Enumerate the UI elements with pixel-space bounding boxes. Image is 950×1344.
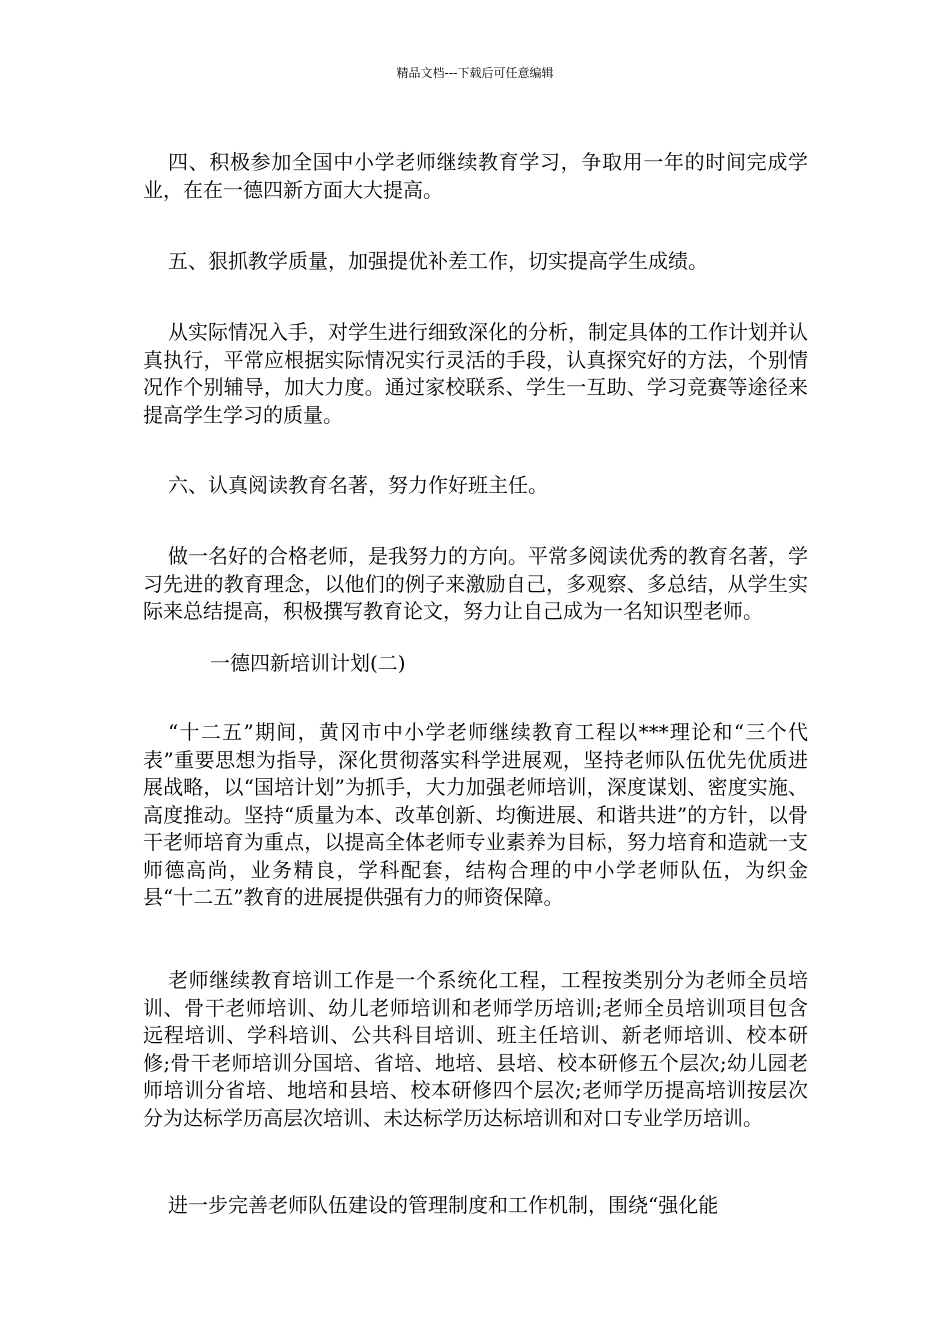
paragraph-item-five: 五、狠抓教学质量，加强提优补差工作，切实提高学生成绩。 [168,249,708,273]
paragraph-item-four: 四、积极参加全国中小学老师继续教育学习，争取用一年的时间完成学业，在在一德四新方面大大提高。 [143,150,808,202]
paragraph-method: 从实际情况入手，对学生进行细致深化的分析，制定具体的工作计划并认真执行，平常应根据实际情况实行灵活的手段，认真探究好的方法，个别情况作个别辅导，加大力度。通过家校联系、学生一互助、学习竞赛等途径来提高学生学习的质量。 [143,320,808,427]
paragraph-item-six: 六、认真阅读教育名著，努力作好班主任。 [168,473,548,497]
section-subtitle: 一德四新培训计划(二) [210,651,406,675]
paragraph-good-teacher: 做一名好的合格老师，是我努力的方向。平常多阅读优秀的教育名著，学习先进的教育理念，以他们的例子来激励自己，多观察、多总结，从学生实际来总结提高，积极撰写教育论文，努力让自己成为一名知识型老师。 [143,544,808,623]
paragraph-twelfth-five-year: “十二五”期间，黄冈市中小学老师继续教育工程以***理论和“三个代表”重要思想为指导，深化贯彻落实科学进展观，坚持老师队伍优先优质进展战略，以“国培计划”为抓手，大力加强老师培训，深度谋划、密度实施、高度推动。坚持“质量为本、改革创新、均衡进展、和谐共进”的方针，以骨干老师培育为重点，以提高全体老师专业素养为目标，努力培育和造就一支师德高尚，业务精良，学科配套，结构合理的中小学老师队伍，为织金县“十二五”教育的进展提供强有力的师资保障。 [143,720,808,909]
paragraph-training-system: 老师继续教育培训工作是一个系统化工程，工程按类别分为老师全员培训、骨干老师培训、幼儿老师培训和老师学历培训;老师全员培训项目包含远程培训、学科培训、公共科目培训、班主任培训、新老师培训、校本研修;骨干老师培训分国培、省培、地培、县培、校本研修五个层次;幼儿园老师培训分省培、地培和县培、校本研修四个层次;老师学历提高培训按层次分为达标学历高层次培训、未达标学历达标培训和对口专业学历培训。 [143,968,808,1130]
page-header: 精品文档---下载后可任意编辑 [396,66,554,80]
paragraph-management: 进一步完善老师队伍建设的管理制度和工作机制，围绕“强化能 [168,1193,719,1217]
